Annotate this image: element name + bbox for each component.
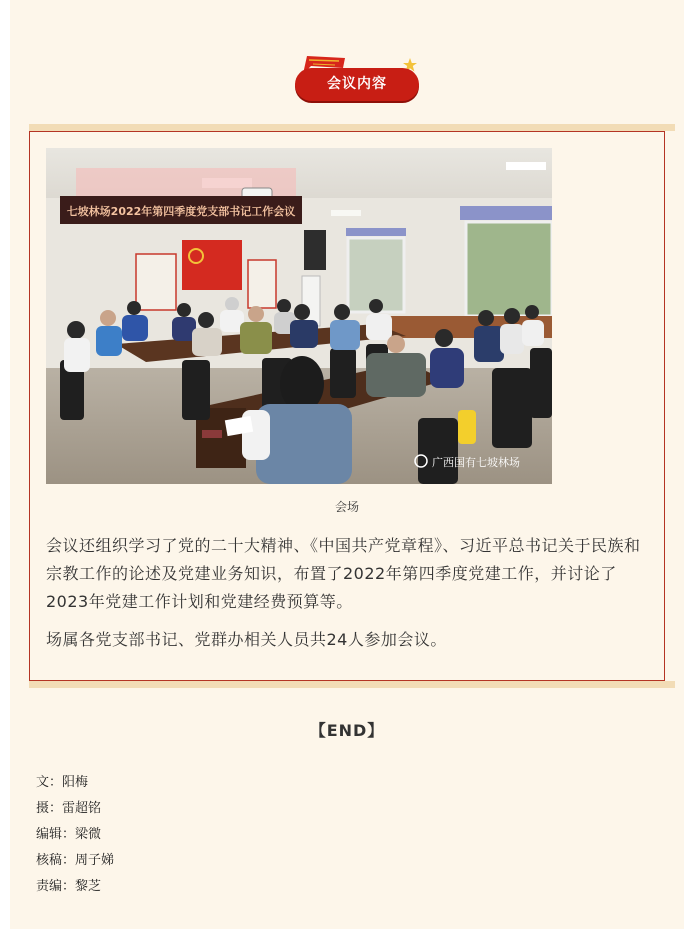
credit-role: 编辑: [36, 827, 63, 842]
credit-line: 编辑：梁微: [36, 827, 102, 842]
credit-role: 核稿: [36, 853, 63, 868]
photo-caption: 会场: [334, 500, 359, 514]
credit-name: 梁微: [75, 827, 102, 842]
credit-role: 文: [36, 775, 50, 790]
body-paragraph-2: 场属各党支部书记、党群办相关人员共24人参加会议。: [46, 630, 447, 649]
credit-role: 摄: [36, 801, 50, 816]
credit-name: 周子娣: [75, 853, 115, 868]
frame-top-strip: [29, 124, 675, 131]
credit-name: 雷超铭: [62, 801, 102, 816]
content-frame: [29, 131, 665, 681]
credit-name: 阳梅: [62, 775, 89, 790]
meeting-photo: [46, 148, 552, 484]
section-header: [285, 48, 425, 108]
credit-name: 黎芝: [75, 879, 102, 894]
credit-line: 核稿：周子娣: [36, 853, 115, 868]
banner-text: 七坡林场2022年第四季度党支部书记工作会议: [66, 205, 296, 218]
end-mark: 【END】: [309, 721, 385, 740]
credit-role: 责编: [36, 879, 63, 894]
credits-list: [36, 770, 336, 900]
credit-line: 责编：黎芝: [36, 879, 102, 894]
section-title: 会议内容: [327, 76, 387, 92]
credit-line: 摄：雷超铭: [36, 801, 102, 816]
frame-bottom-strip: [29, 681, 675, 688]
body-paragraph-1: 会议还组织学习了党的二十大精神、《中国共产党章程》、习近平总书记关于民族和宗教工作的论述及党建业务知识，布置了2022年第四季度党建工作，并讨论了2023年党建工作计划和党建经费预算等。: [46, 536, 641, 611]
watermark-text: 广西国有七坡林场: [432, 456, 520, 469]
section-badge: [295, 68, 419, 101]
credit-line: 文：阳梅: [36, 775, 89, 790]
meeting-room-illustration: [46, 148, 552, 484]
